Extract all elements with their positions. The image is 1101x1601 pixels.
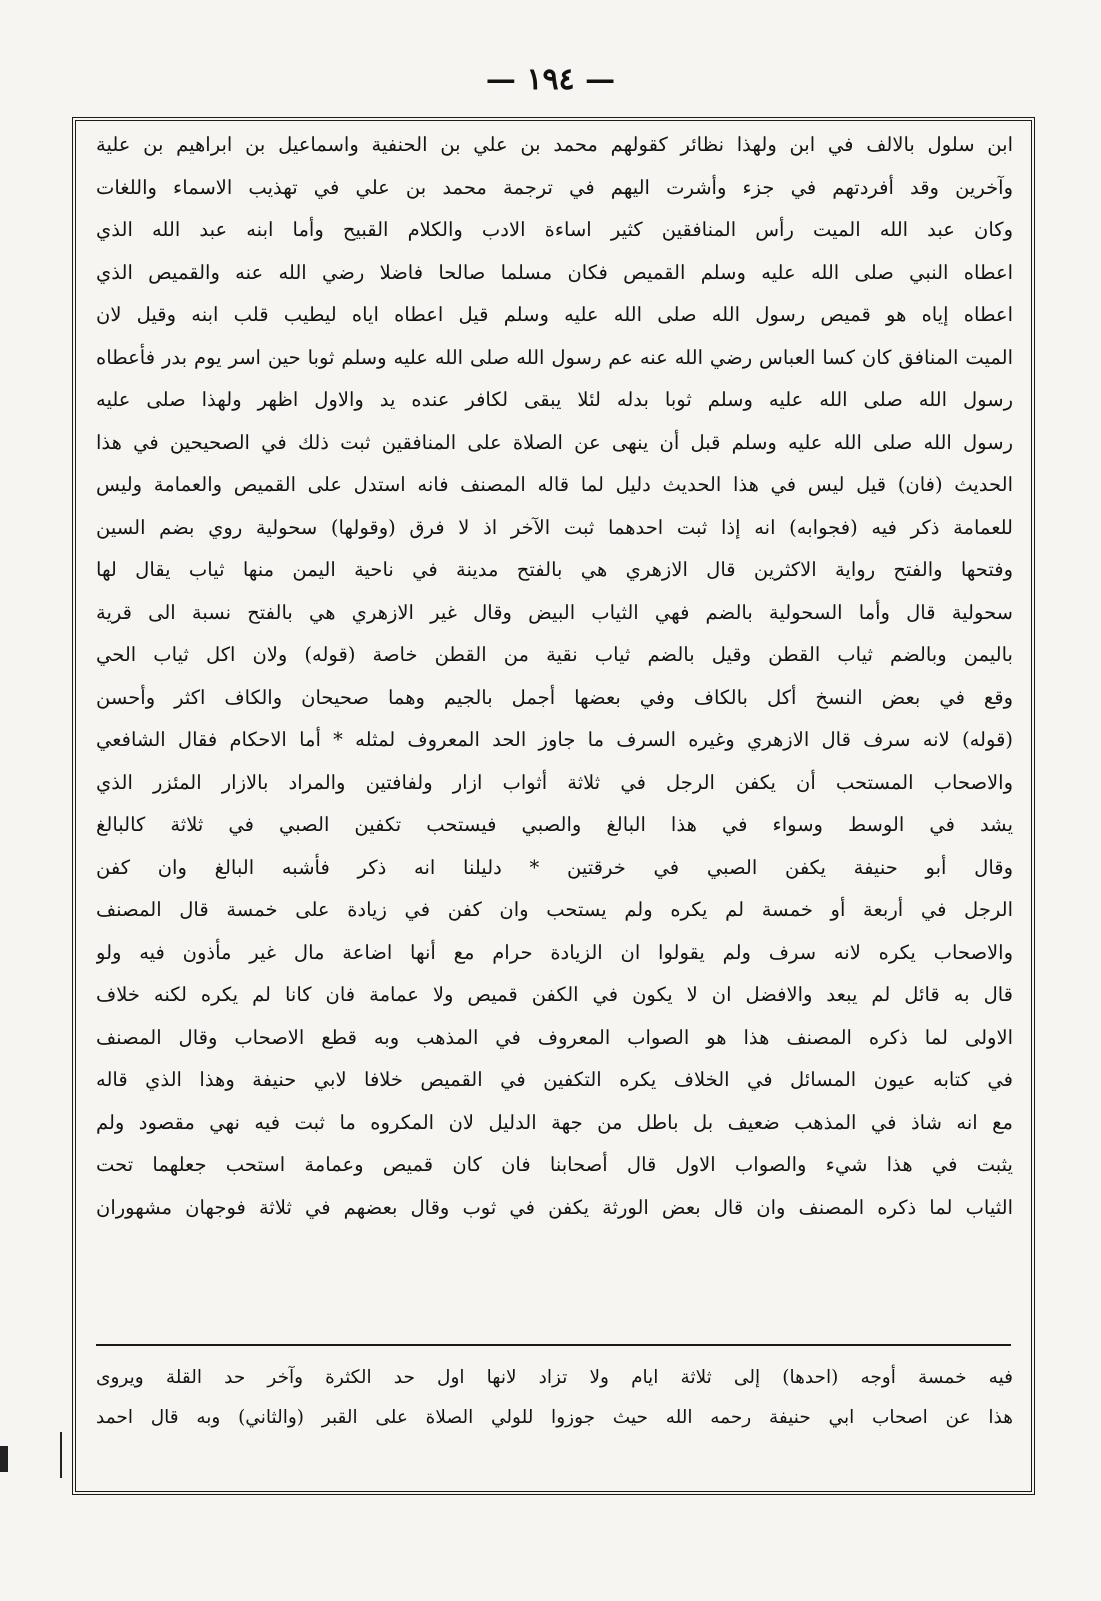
text-line: في كتابه عيون المسائل في الخلاف يكره التكفين في القميص خلافا لابي حنيفة وهذا الذي قاله bbox=[96, 1068, 1013, 1091]
margin-mark bbox=[60, 1432, 62, 1478]
text-line: وقال أبو حنيفة يكفن الصبي في خرقتين * دليلنا انه ذكر فأشبه البالغ وان كفن bbox=[96, 855, 1013, 879]
main-text-body bbox=[96, 124, 1013, 1329]
text-line: اعطاه إياه هو قميص رسول الله صلى الله عليه وسلم قيل اعطاه اياه ليطيب قلب ابنه وقيل لان bbox=[96, 303, 1013, 326]
text-line: وقع في بعض النسخ أكل بالكاف وفي بعضها أجمل بالجيم وهما صحيحان والكاف اكثر وأحسن bbox=[96, 685, 1013, 709]
text-line: رسول الله صلى الله عليه وسلم قبل أن ينهى عن الصلاة على المنافقين ثبت ذلك في الصحيحين في هذا bbox=[96, 430, 1013, 454]
text-line: وكان عبد الله الميت رأس المنافقين كثير اساءة الادب والكلام القبيح وأما ابنه عبد الله الذي bbox=[96, 218, 1013, 241]
page-number: — ١٩٤ — bbox=[485, 62, 616, 97]
footnote-divider bbox=[96, 1344, 1011, 1346]
text-line: قال به قائل لم يبعد والافضل ان لا يكون في الكفن قميص ولا عمامة فان كانا لم يكره لكنه خلاف bbox=[96, 983, 1013, 1006]
text-line: مع انه شاذ في المذهب ضعيف بل باطل من جهة الدليل لان المكروه ما ثبت فيه نهي مقصود ولم bbox=[96, 1110, 1013, 1134]
text-line: الميت المنافق كان كسا العباس رضي الله عنه عم رسول الله صلى الله عليه وسلم ثوبا حين اسر يوم بدر فأعطاه bbox=[96, 345, 1013, 369]
text-line: يشد في الوسط وسواء في هذا البالغ والصبي فيستحب تكفين الصبي في ثلاثة كالبالغ bbox=[96, 813, 1013, 836]
text-line: يثبت في هذا شيء والصواب الاول قال أصحابنا فان كان قميص وعمامة استحب جعلهما تحت bbox=[96, 1153, 1013, 1176]
text-line: الحديث (فان) قيل ليس في هذا الحديث دليل لما قاله المصنف فانه استدل على القميص والعمامة وليس bbox=[96, 473, 1013, 496]
text-line: الاولى لما ذكره المصنف هذا هو الصواب المعروف في المذهب وبه قطع الاصحاب وقال المصنف bbox=[96, 1025, 1013, 1049]
text-line: اعطاه النبي صلى الله عليه وسلم القميص فكان مسلما صالحا فاضلا رضي الله عنه والقميص الذي bbox=[96, 260, 1013, 284]
text-line: الرجل في أربعة أو خمسة لم يكره ولم يستحب وان كفن في زيادة على خمسة قال المصنف bbox=[96, 898, 1013, 921]
text-line: باليمن وبالضم ثياب القطن وقيل بالضم ثياب نقية من القطن خاصة (قوله) ولان اكل ثياب الحي bbox=[96, 643, 1013, 666]
text-line: سحولية قال وأما السحولية بالضم فهي الثياب البيض وقال غير الازهري هي بالفتح نسبة الى قرية bbox=[96, 600, 1013, 624]
footnote-line: فيه خمسة أوجه (احدها) إلى ثلاثة ايام ولا تزاد لانها اول حد الكثرة وآخر حد القلة ويروى bbox=[96, 1367, 1013, 1388]
text-line: ابن سلول بالالف في ابن ولهذا نظائر كقولهم محمد بن علي بن الحنفية واسماعيل بن ابراهيم بن علية bbox=[96, 133, 1013, 156]
footnote-line: هذا عن اصحاب ابي حنيفة رحمه الله حيث جوزوا للولي الصلاة على القبر (والثاني) وبه قال احمد bbox=[96, 1407, 1013, 1428]
text-line: (قوله) لانه سرف قال الازهري وغيره السرف ما جاوز الحد المعروف لمثله * أما الاحكام فقال الشافعي bbox=[96, 728, 1013, 751]
text-line: وفتحها والفتح رواية الاكثرين قال الازهري هي بالفتح مدينة في ناحية اليمن منها ثياب يقال لها bbox=[96, 558, 1013, 581]
text-line: للعمامة ذكر فيه (فجوابه) انه إذا ثبت احدهما ثبت الآخر اذ لا فرق (وقولها) سحولية روي بضم السين bbox=[96, 515, 1013, 539]
margin-mark bbox=[0, 1446, 8, 1472]
text-line: والاصحاب المستحب أن يكفن الرجل في ثلاثة أثواب ازار ولفافتين والمراد بالازار المئزر الذي bbox=[96, 770, 1013, 794]
text-line: وآخرين وقد أفردتهم في جزء وأشرت اليهم في ترجمة محمد بن علي في تهذيب الاسماء واللغات bbox=[96, 175, 1013, 199]
text-line: والاصحاب يكره لانه سرف ولم يقولوا ان الزيادة حرام مع أنها اضاعة مال غير مأذون فيه ولو bbox=[96, 940, 1013, 964]
text-line: رسول الله صلى الله عليه وسلم ثوبا بدله لئلا يبقى لكافر عنده يد والاول اظهر ولهذا صلى عليه bbox=[96, 388, 1013, 411]
footnote-block bbox=[96, 1358, 1013, 1438]
text-line: الثياب لما ذكره المصنف وان قال بعض الورثة يكفن في ثوب وقال بعضهم في ثلاثة فوجهان مشهوران bbox=[96, 1195, 1013, 1219]
